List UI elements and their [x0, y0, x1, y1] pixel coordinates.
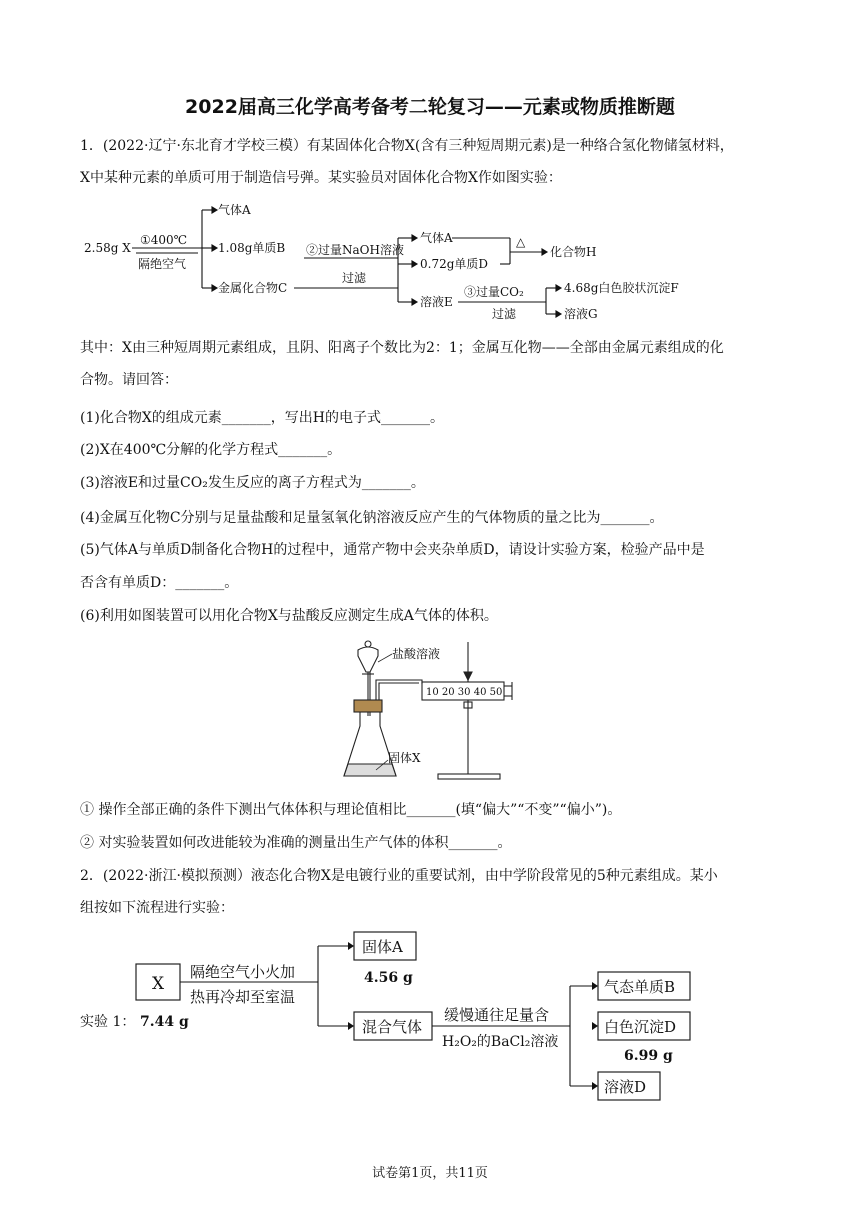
flow-compound-c: 金属化合物C — [218, 281, 288, 295]
q1-sub6: (6)利用如图装置可以用化合物X与盐酸反应测定生成A气体的体积。 — [80, 608, 498, 624]
flow-compound-h: 化合物H — [550, 245, 597, 259]
q1-sub2: (2)X在400℃分解的化学方程式_______。 — [80, 442, 342, 458]
page-title: 2022届高三化学高考备考二轮复习——元素或物质推断题 — [185, 96, 675, 118]
condition-line2: 热再冷却至室温 — [190, 988, 296, 1006]
flow-element-b: 1.08g单质B — [218, 241, 286, 255]
flow-solution-g: 溶液G — [564, 307, 598, 321]
q1-note-line2: 合物。请回答： — [80, 372, 178, 388]
experiment-label: 实验 1： — [80, 1014, 136, 1030]
funnel-label: 盐酸溶液 — [392, 647, 441, 661]
q1-intro-line2: X中某种元素的单质可用于制造信号弹。某实验员对固体化合物X作如图实验： — [80, 170, 562, 186]
flow-element-d: 0.72g单质D — [420, 257, 489, 271]
q1-sub1: (1)化合物X的组成元素_______，写出H的电子式_______。 — [80, 410, 445, 426]
condition-line4: H₂O₂的BaCl₂溶液 — [442, 1034, 559, 1050]
q1-sub5-line1: (5)气体A与单质D制备化合物H的过程中，通常产物中会夹杂单质D，请设计实验方案，检验产品中是 — [80, 542, 705, 558]
q2-intro-line1: 2．(2022·浙江·模拟预测）液态化合物X是电镀行业的重要试剂，由中学阶段常见的5种元素组成。某小 — [80, 868, 718, 884]
flow-gas-a-second: 气体A — [420, 231, 453, 245]
gas-b-label: 气态单质B — [604, 978, 676, 996]
white-d-label: 白色沉淀D — [604, 1018, 677, 1036]
flow-start-x: 2.58g X — [84, 241, 131, 255]
q1-intro-line1: 1．(2022·辽宁·东北育才学校三模）有某固体化合物X(含有三种短周期元素)是一种络合氢化物储氢材料， — [80, 138, 734, 154]
q1-sub3: (3)溶液E和过量CO₂发生反应的离子方程式为_______。 — [80, 475, 425, 491]
solid-a-mass: 4.56 g — [364, 970, 413, 986]
q1-sub6-part1: ① 操作全部正确的条件下测出气体体积与理论值相比_______(填“偏大”“不变”“偏小”)。 — [80, 802, 622, 818]
solution-d-label: 溶液D — [604, 1078, 647, 1096]
white-d-mass: 6.99 g — [624, 1048, 673, 1064]
flow-precipitate-f: 4.68g白色胶状沉淀F — [564, 281, 679, 295]
flow-step3-reagent: ③过量CO₂ — [464, 285, 524, 299]
q1-sub6-part2: ② 对实验装置如何改进能较为准确的测量出生产气体的体积_______。 — [80, 835, 512, 851]
mixed-gas-label: 混合气体 — [362, 1018, 423, 1036]
solid-a-label: 固体A — [362, 938, 403, 956]
flow-step1-condition: ①400℃ — [140, 233, 188, 247]
q1-flow-diagram — [80, 196, 720, 326]
condition-line1: 隔绝空气小火加 — [190, 963, 296, 981]
page-footer: 试卷第1页，共11页 — [372, 1166, 488, 1181]
syringe-scale: 10 20 30 40 50 — [426, 687, 503, 698]
flow-step2-filter: 过滤 — [342, 271, 367, 285]
flow-heat-symbol: △ — [516, 235, 526, 249]
x-mass: 7.44 g — [140, 1014, 189, 1030]
q1-apparatus-figure — [326, 636, 526, 786]
q1-sub5-line2: 否含有单质D：_______。 — [80, 575, 239, 591]
flow-solution-e: 溶液E — [420, 295, 453, 309]
flow-step1-atmosphere: 隔绝空气 — [138, 257, 187, 271]
x-label: X — [152, 974, 165, 994]
solid-x-label: 固体X — [388, 751, 421, 765]
q2-flow-diagram — [80, 926, 720, 1106]
flow-step2-reagent: ②过量NaOH溶液 — [306, 243, 404, 257]
condition-line3: 缓慢通往足量含 — [444, 1006, 550, 1024]
q1-note-line1: 其中：X由三种短周期元素组成，且阴、阳离子个数比为2：1；金属互化物——全部由金属元素组成的化 — [80, 340, 724, 356]
flow-gas-a: 气体A — [218, 203, 251, 217]
q1-sub4: (4)金属互化物C分别与足量盐酸和足量氢氧化钠溶液反应产生的气体物质的量之比为_______。 — [80, 510, 664, 526]
flow-step3-filter: 过滤 — [492, 307, 517, 321]
q2-intro-line2: 组按如下流程进行实验： — [80, 900, 234, 916]
